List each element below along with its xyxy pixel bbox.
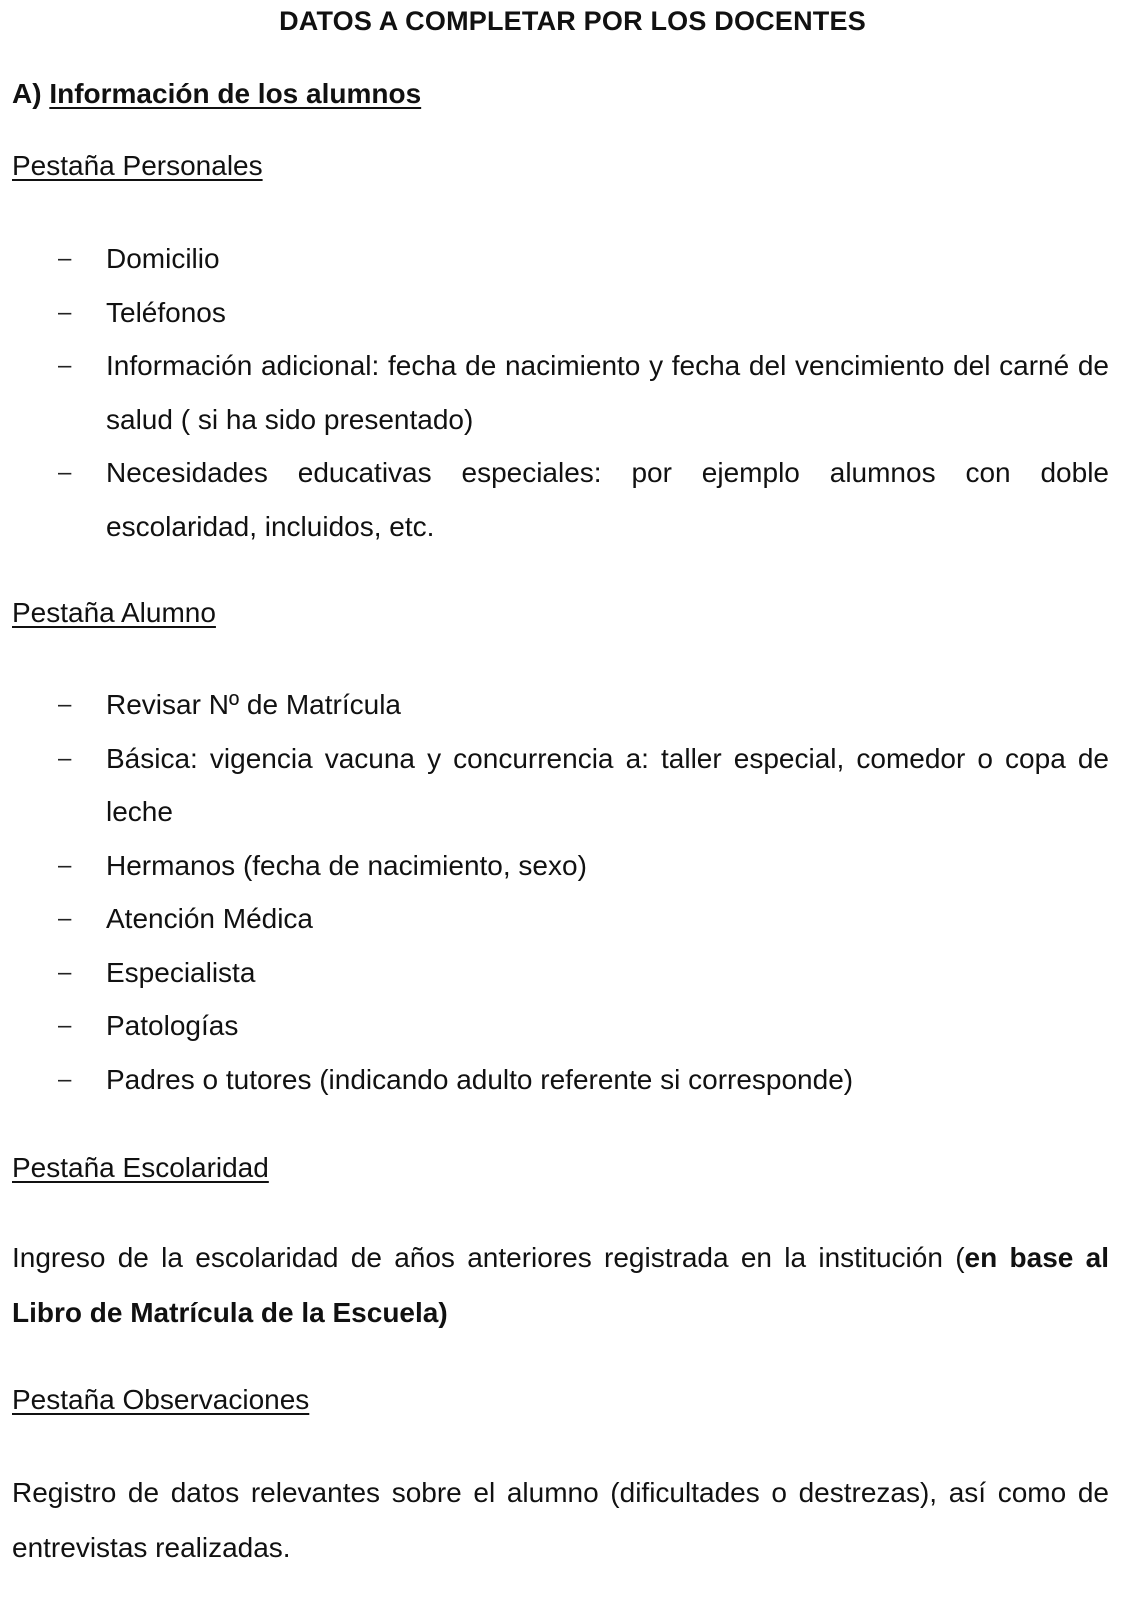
item-text: Patologías [106, 1010, 239, 1041]
dash-bullet: – [58, 691, 72, 718]
list-item [0, 1053, 1145, 1107]
item-text: Domicilio [106, 243, 220, 274]
dash-bullet: – [58, 851, 72, 879]
paragraph-text: Ingreso de la escolaridad de años anteriores registrada en la institución ( [12, 1242, 965, 1273]
dash-bullet: – [58, 298, 72, 326]
dash-bullet: – [58, 958, 72, 986]
list-item [0, 232, 1145, 286]
list-item [0, 839, 1145, 893]
list-alumno [0, 678, 1145, 1106]
list-item [0, 946, 1145, 1000]
dash-bullet: – [58, 744, 72, 772]
section-heading [12, 78, 421, 110]
list-personales [0, 232, 1145, 553]
item-text: Especialista [106, 956, 256, 988]
list-item [0, 286, 1145, 340]
heading-observaciones: Pestaña Observaciones [12, 1384, 310, 1415]
item-text: Atención Médica [106, 903, 314, 934]
dash-bullet: – [58, 459, 72, 486]
section-prefix: A) [12, 78, 42, 109]
item-text: Básica: vigencia vacuna y concurrencia a: taller especial, comedor o copa de leche [106, 742, 1109, 827]
dash-bullet: – [58, 905, 72, 932]
item-text: Teléfonos [106, 296, 226, 328]
paragraph-escolaridad [12, 1230, 1109, 1340]
list-item [0, 446, 1145, 553]
item-text: Revisar Nº de Matrícula [106, 689, 401, 720]
heading-personales: Pestaña Personales [12, 150, 263, 181]
item-text: Padres o tutores (indicando adulto referente si corresponde) [106, 1063, 854, 1095]
dash-bullet: – [58, 245, 72, 272]
list-item [0, 678, 1145, 732]
item-text: Necesidades educativas especiales: por ejemplo alumnos con doble escolaridad, incluidos, etc. [106, 457, 1109, 542]
document-title: DATOS A COMPLETAR POR LOS DOCENTES [279, 6, 866, 36]
paragraph-bold-text: en base al Libro de Matrícula de la Escuela) [12, 1242, 1110, 1328]
section-title: Información de los alumnos [49, 78, 422, 109]
dash-bullet: – [58, 1012, 72, 1039]
paragraph-observaciones: Registro de datos relevantes sobre el alumno (dificultades o destrezas), así como de entrevistas realizadas. [12, 1477, 1109, 1563]
dash-bullet: – [58, 352, 72, 379]
heading-escolaridad: Pestaña Escolaridad [12, 1152, 269, 1183]
list-item [0, 339, 1145, 446]
heading-alumno: Pestaña Alumno [12, 597, 216, 628]
list-item [0, 732, 1145, 839]
list-item [0, 999, 1145, 1053]
list-item [0, 892, 1145, 946]
item-text: Información adicional: fecha de nacimiento y fecha del vencimiento del carné de salud ( si ha sido presentado) [106, 350, 1109, 435]
dash-bullet: – [58, 1065, 72, 1093]
item-text: Hermanos (fecha de nacimiento, sexo) [106, 849, 587, 881]
